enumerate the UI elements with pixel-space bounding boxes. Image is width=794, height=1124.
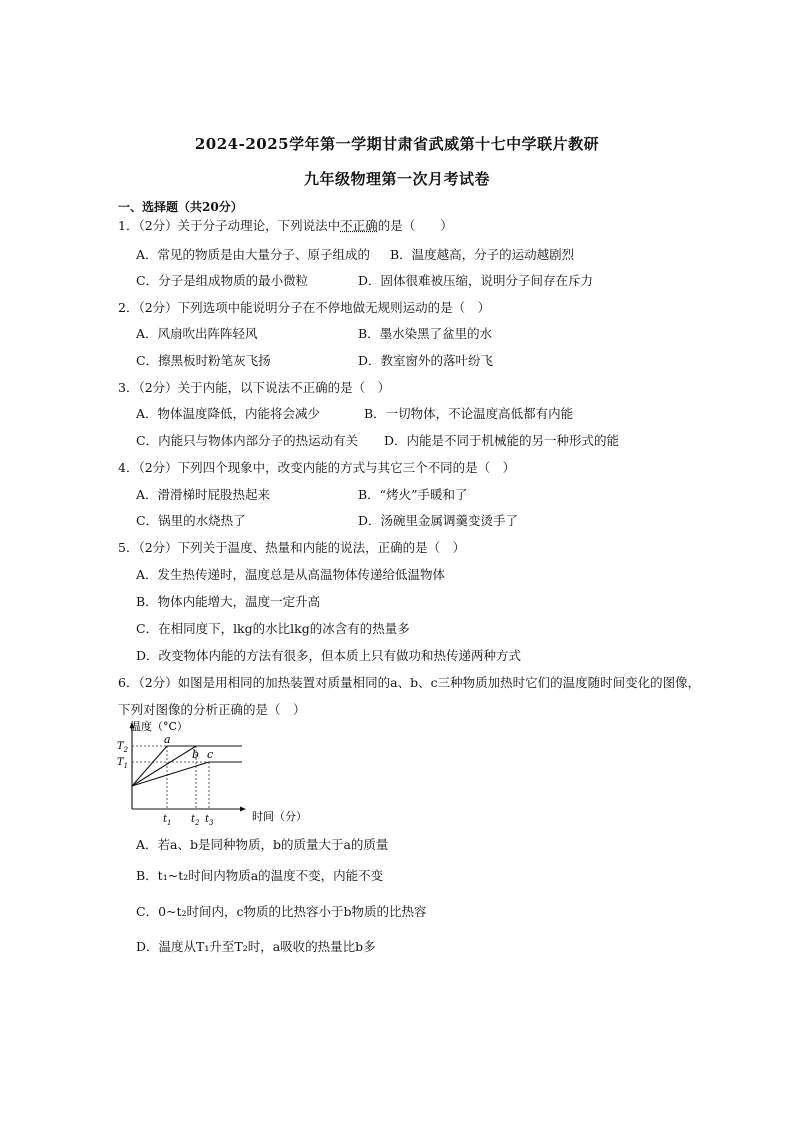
q2-option-a[interactable]: A．风扇吹出阵阵轻风	[136, 326, 258, 341]
q6-option-b[interactable]: B．t₁~t₂时间内物质a的温度不变，内能不变	[136, 868, 384, 883]
label-c: c	[207, 748, 214, 761]
question-1-stem-end: 的是（ ）	[377, 218, 453, 233]
question-1-stem-part: 1．（2分）关于分子动理论，下列说法中	[118, 218, 341, 233]
q3-option-c[interactable]: C．内能只与物体内部分子的热运动有关	[136, 433, 359, 448]
question-3-stem: 3．（2分）关于内能，以下说法不正确的是（ ）	[118, 380, 391, 395]
q3-option-d[interactable]: D．内能是不同于机械能的另一种形式的能	[384, 433, 620, 448]
question-5-stem: 5．（2分）下列关于温度、热量和内能的说法，正确的是（ ）	[118, 540, 466, 555]
q5-option-d[interactable]: D．改变物体内能的方法有很多，但本质上只有做功和热传递两种方式	[136, 648, 522, 663]
question-6-stem-line2: 下列对图像的分析正确的是（ ）	[118, 702, 306, 717]
q6-option-d[interactable]: D．温度从T₁升至T₂时，a吸收的热量比b多	[136, 939, 376, 954]
question-1-emphasis: 不正确	[340, 218, 378, 233]
q4-option-c[interactable]: C．锅里的水烧热了	[136, 513, 246, 528]
q1-option-b[interactable]: B．温度越高，分子的运动越剧烈	[390, 247, 575, 262]
q4-option-b[interactable]: B．“烤火”手暖和了	[358, 487, 468, 502]
label-b: b	[192, 748, 200, 761]
q5-option-c[interactable]: C．在相同度下，lkg的水比lkg的冰含有的热量多	[136, 621, 410, 636]
q2-option-c[interactable]: C．擦黑板时粉笔灰飞扬	[136, 353, 271, 368]
tick-t3: $t_3$	[205, 814, 214, 826]
x-axis-arrow-icon	[240, 807, 246, 812]
tick-t1: $t_1$	[163, 814, 172, 826]
curve-b	[132, 746, 242, 786]
curve-c	[132, 762, 242, 786]
exam-title-line1: 2024-2025学年第一学期甘肃省武威第十七中学联片教研	[194, 135, 600, 153]
q5-option-b[interactable]: B．物体内能增大，温度一定升高	[136, 594, 321, 609]
q2-option-d[interactable]: D．教室窗外的落叶纷飞	[358, 353, 494, 368]
q6-option-c[interactable]: C．0~t₂时间内，c物质的比热容小于b物质的比热容	[136, 904, 427, 919]
tick-T2: $T_2$	[117, 741, 129, 754]
q3-option-b[interactable]: B．一切物体，不论温度高低都有内能	[364, 406, 574, 421]
x-axis-title: 时间（分）	[252, 810, 307, 823]
y-axis-title: 温度（°C）	[130, 720, 188, 733]
question-4-stem: 4．（2分）下列四个现象中，改变内能的方式与其它三个不同的是（ ）	[118, 460, 516, 475]
exam-title-line2: 九年级物理第一次月考试卷	[303, 170, 490, 188]
question-1-stem	[118, 216, 453, 234]
q4-option-a[interactable]: A．滑滑梯时屁股热起来	[136, 487, 271, 502]
q4-option-d[interactable]: D．汤碗里金属调羹变烫手了	[358, 513, 519, 528]
temperature-time-graph	[112, 714, 312, 826]
q6-option-a[interactable]: A．若a、b是同种物质，b的质量大于a的质量	[136, 837, 389, 852]
q1-option-c[interactable]: C．分子是组成物质的最小微粒	[136, 273, 309, 288]
tick-T1: $T_1$	[117, 757, 129, 770]
q1-option-a[interactable]: A．常见的物质是由大量分子、原子组成的	[136, 247, 371, 262]
q1-option-d[interactable]: D．固体很难被压缩，说明分子间存在斥力	[358, 273, 594, 288]
q2-option-b[interactable]: B．墨水染黑了盆里的水	[358, 326, 493, 341]
question-6-stem-line1: 6．（2分）如图是用相同的加热装置对质量相同的a、b、c三种物质加热时它们的温度随时间变化的图像，	[118, 675, 701, 690]
q3-option-a[interactable]: A．物体温度降低，内能将会减少	[136, 406, 321, 421]
question-2-stem: 2．（2分）下列选项中能说明分子在不停地做无规则运动的是（ ）	[118, 300, 491, 315]
tick-t2: $t_2$	[191, 814, 200, 826]
label-a: a	[164, 733, 171, 746]
section-heading: 一、选择题（共20分）	[118, 200, 243, 214]
q5-option-a[interactable]: A．发生热传递时，温度总是从高温物体传递给低温物体	[136, 567, 446, 582]
